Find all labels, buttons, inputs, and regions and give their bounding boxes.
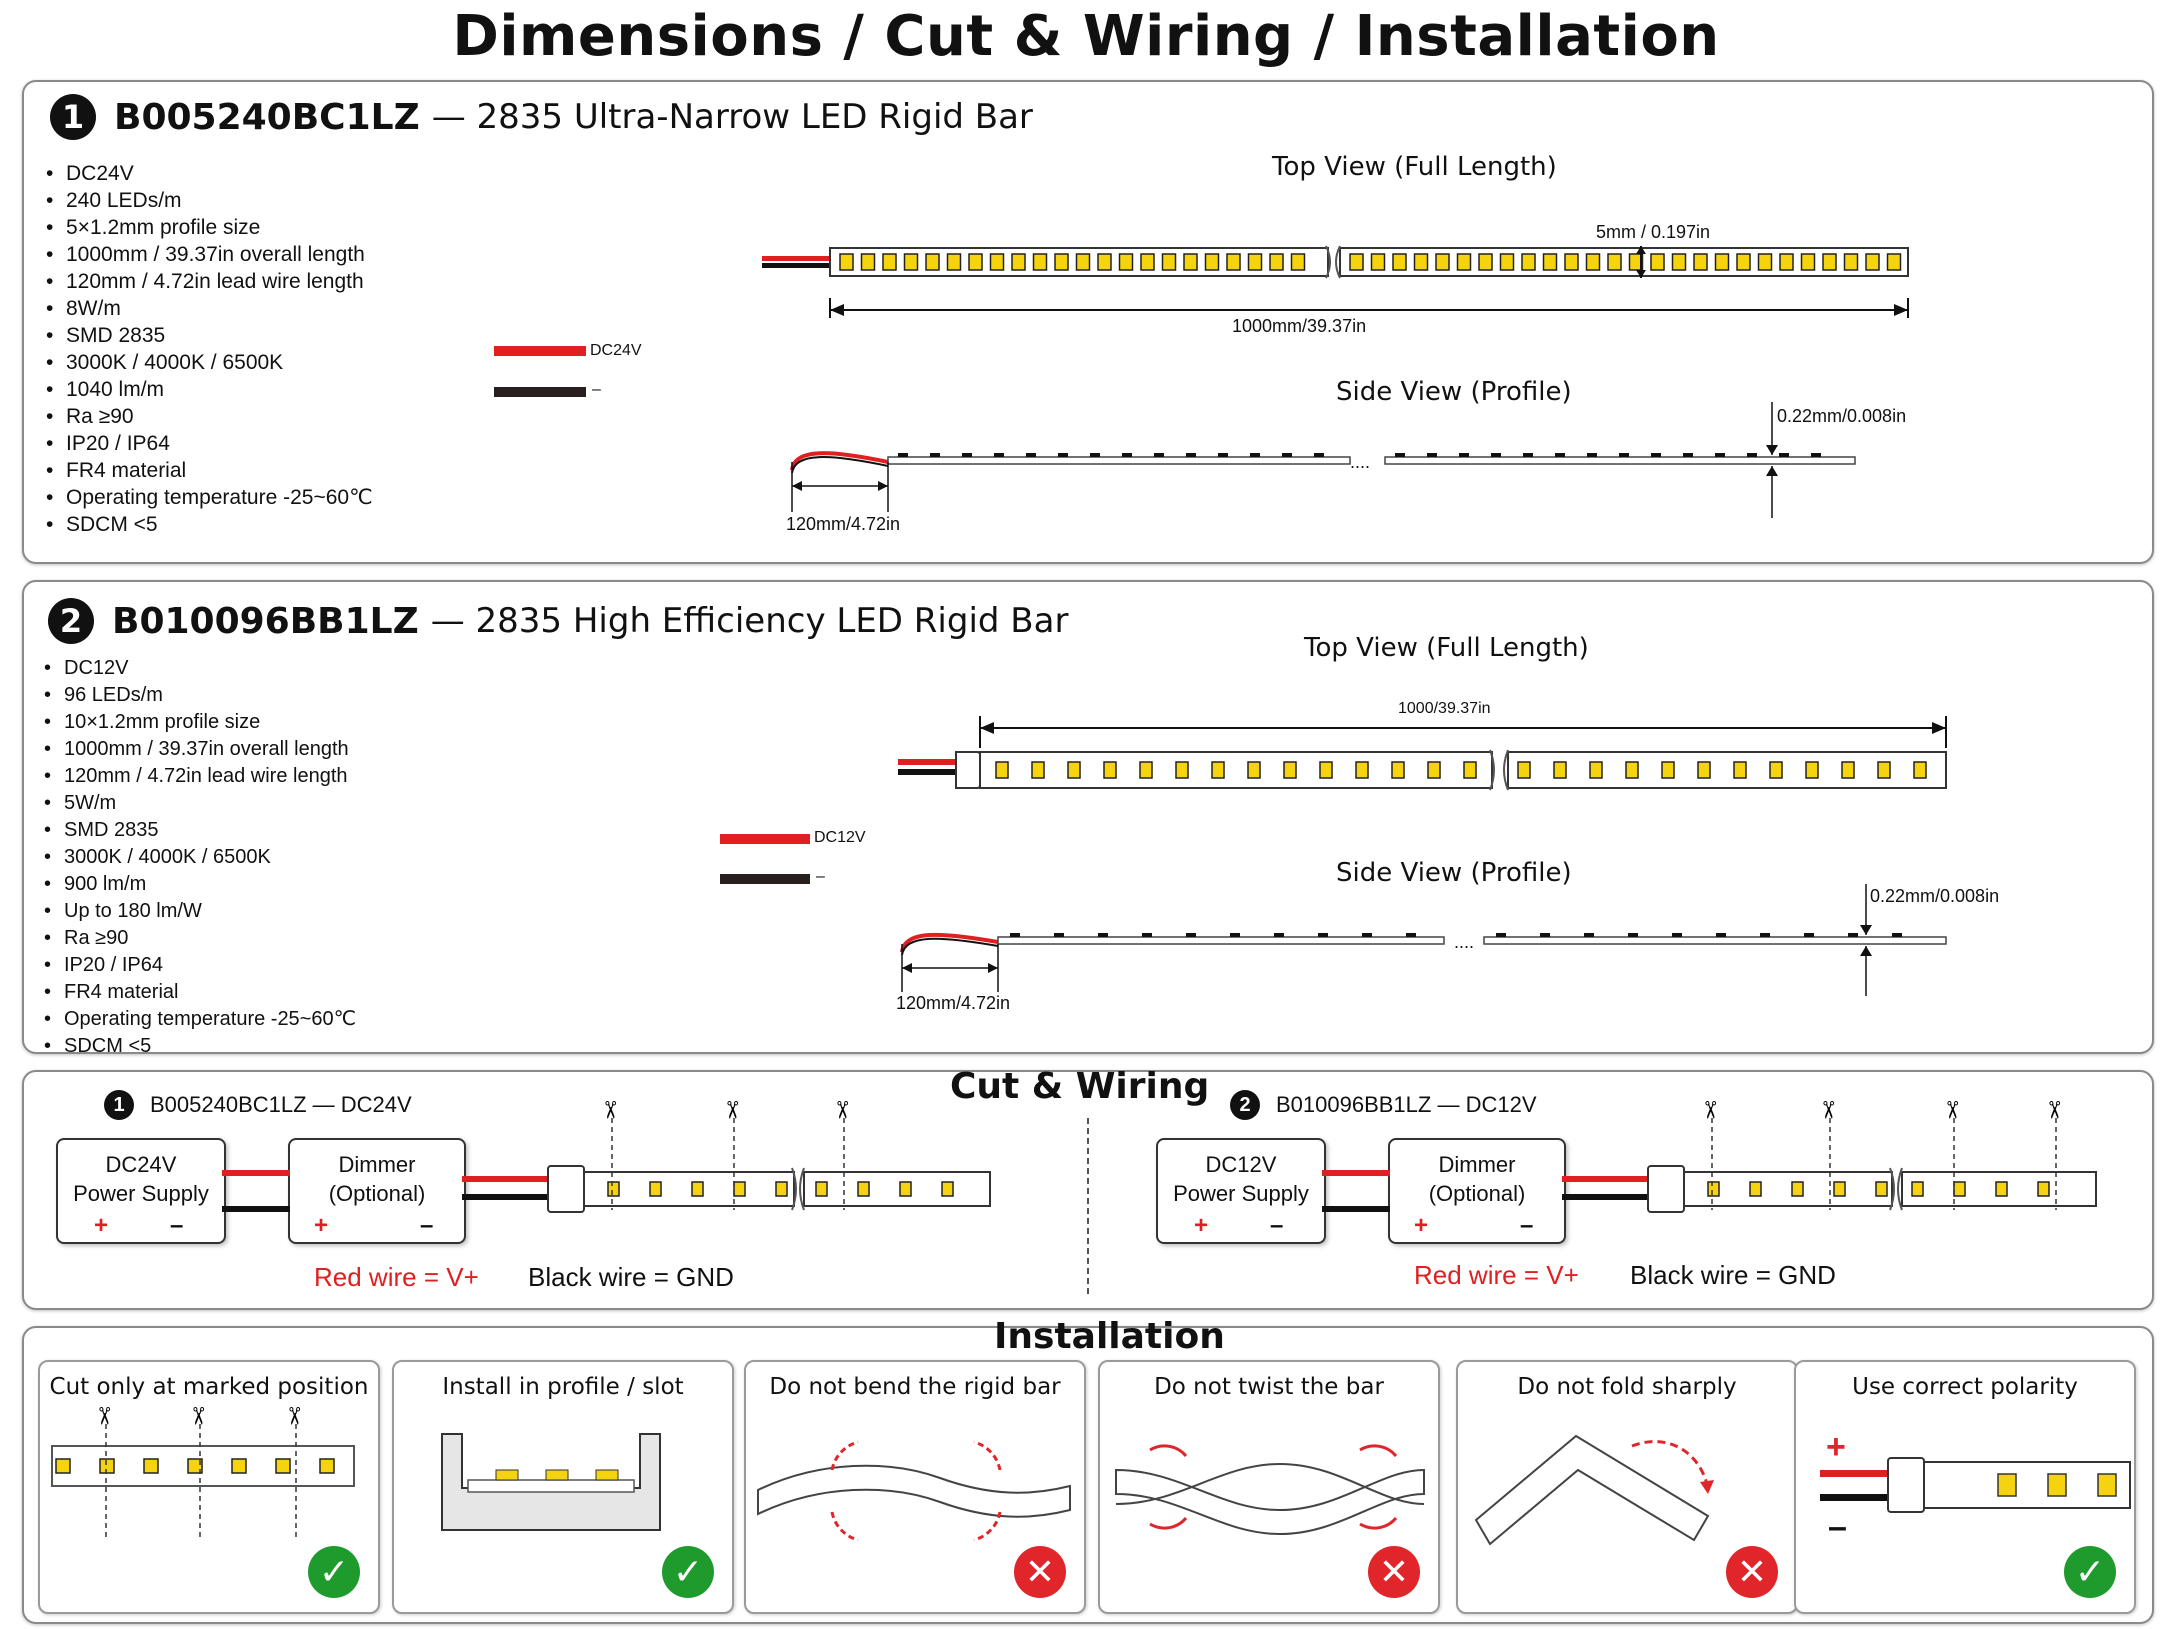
spec-item: • 96 LEDs/m bbox=[38, 682, 356, 709]
fold-illustration bbox=[1476, 1436, 1714, 1544]
product-2-wire-negative: – bbox=[816, 868, 825, 885]
product-1-lead-dim: 120mm/4.72in bbox=[786, 514, 901, 534]
bend-illustration bbox=[758, 1442, 1070, 1540]
check-icon: ✓ bbox=[2064, 1546, 2116, 1598]
product-1-wire-negative: – bbox=[592, 381, 601, 398]
svg-text:+: + bbox=[1826, 1428, 1846, 1466]
install-card-title: Cut only at marked position bbox=[49, 1374, 369, 1400]
dimmer-line2: (Optional) bbox=[328, 1181, 426, 1206]
led-chip bbox=[144, 1459, 158, 1473]
led-chip bbox=[320, 1459, 334, 1473]
spec-item: • SMD 2835 bbox=[40, 322, 373, 349]
cut-wiring-title: Cut & Wiring bbox=[950, 1066, 1210, 1107]
product-1-name: — 2835 Ultra-Narrow LED Rigid Bar bbox=[431, 97, 1033, 137]
spec-item: • 1000mm / 39.37in overall length bbox=[40, 241, 373, 268]
dimmer-line1: Dimmer bbox=[338, 1152, 416, 1177]
dimmer-line1: Dimmer bbox=[1438, 1152, 1516, 1177]
svg-text:–: – bbox=[1828, 1508, 1847, 1546]
product-2-length-dim: 1000/39.37in bbox=[1398, 700, 1491, 717]
spec-item: • 240 LEDs/m bbox=[40, 187, 373, 214]
product-1-number: 1 bbox=[50, 94, 96, 140]
spec-item: • IP20 / IP64 bbox=[40, 430, 373, 457]
plus-terminal: + bbox=[1414, 1212, 1429, 1239]
scissors-icon: ✂ bbox=[280, 1406, 308, 1427]
spec-item: • SDCM <5 bbox=[40, 511, 373, 538]
spec-item: • FR4 material bbox=[38, 979, 356, 1006]
cut-illustration bbox=[52, 1446, 354, 1486]
spec-item: • Ra ≥90 bbox=[38, 925, 356, 952]
check-icon: ✓ bbox=[308, 1546, 360, 1598]
spec-item: • 3000K / 4000K / 6500K bbox=[40, 349, 373, 376]
install-card-title: Do not twist the bar bbox=[1154, 1374, 1384, 1400]
product-2-break-dots: .... bbox=[1454, 932, 1475, 952]
minus-terminal: – bbox=[1520, 1212, 1534, 1239]
cut-wiring-left-label: B005240BC1LZ — DC24V bbox=[150, 1092, 412, 1117]
installation-title: Installation bbox=[994, 1316, 1225, 1357]
spec-item: • 1000mm / 39.37in overall length bbox=[38, 736, 356, 763]
install-card-title: Use correct polarity bbox=[1852, 1374, 2078, 1400]
spec-item: • IP20 / IP64 bbox=[38, 952, 356, 979]
minus-terminal: – bbox=[420, 1212, 434, 1239]
black-wire-note-left: Black wire = GND bbox=[528, 1262, 734, 1292]
red-wire-note-left: Red wire = V+ bbox=[314, 1262, 479, 1292]
minus-terminal: – bbox=[1270, 1212, 1284, 1239]
product-1-top-view-label: Top View (Full Length) bbox=[1272, 152, 1557, 182]
plus-terminal: + bbox=[94, 1212, 109, 1239]
product-1-code: B005240BC1LZ bbox=[114, 96, 420, 138]
product-2-thickness-dim: 0.22mm/0.008in bbox=[1870, 886, 2000, 906]
product-1-width-dim: 5mm / 0.197in bbox=[1596, 222, 1711, 242]
minus-terminal: – bbox=[170, 1212, 184, 1239]
spec-item: • 5W/m bbox=[38, 790, 356, 817]
plus-terminal: + bbox=[314, 1212, 329, 1239]
led-chip bbox=[100, 1459, 114, 1473]
led-chip bbox=[56, 1459, 70, 1473]
spec-item: • 3000K / 4000K / 6500K bbox=[38, 844, 356, 871]
power-supply-line1: DC24V bbox=[105, 1152, 177, 1177]
install-card-title: Do not fold sharply bbox=[1517, 1374, 1737, 1400]
spec-item: • 8W/m bbox=[40, 295, 373, 322]
spec-item: • 10×1.2mm profile size bbox=[38, 709, 356, 736]
power-supply-line2: Power Supply bbox=[1173, 1181, 1309, 1206]
red-wire-note-right: Red wire = V+ bbox=[1414, 1260, 1579, 1290]
product-2-lead-dim: 120mm/4.72in bbox=[896, 993, 1011, 1013]
spec-item: • 120mm / 4.72in lead wire length bbox=[40, 268, 373, 295]
spec-item: • 1040 lm/m bbox=[40, 376, 373, 403]
spec-item: • DC12V bbox=[38, 655, 356, 682]
twist-illustration bbox=[1116, 1446, 1424, 1534]
polarity-illustration bbox=[1820, 1428, 2130, 1546]
scissors-icon: ✂ bbox=[184, 1406, 212, 1427]
product-2-code: B010096BB1LZ bbox=[112, 600, 419, 642]
scissors-icon: ✂ bbox=[1938, 1100, 1966, 1121]
spec-item: • Up to 180 lm/W bbox=[38, 898, 356, 925]
led-chip bbox=[276, 1459, 290, 1473]
scissors-icon: ✂ bbox=[828, 1100, 856, 1121]
cut-wiring-left-number: 1 bbox=[104, 1090, 134, 1120]
page-title: Dimensions / Cut & Wiring / Installation bbox=[452, 4, 1720, 69]
scissors-icon: ✂ bbox=[718, 1100, 746, 1121]
scissors-icon: ✂ bbox=[596, 1100, 624, 1121]
spec-item: • 120mm / 4.72in lead wire length bbox=[38, 763, 356, 790]
spec-item: • FR4 material bbox=[40, 457, 373, 484]
power-supply-line1: DC12V bbox=[1205, 1152, 1277, 1177]
scissors-icon: ✂ bbox=[90, 1406, 118, 1427]
scissors-icon: ✂ bbox=[2040, 1100, 2068, 1121]
cut-wiring-right-number: 2 bbox=[1230, 1090, 1260, 1120]
power-supply-line2: Power Supply bbox=[73, 1181, 209, 1206]
spec-item: • SDCM <5 bbox=[38, 1033, 356, 1060]
product-1-wire-positive: DC24V bbox=[590, 342, 642, 359]
scissors-icon: ✂ bbox=[1696, 1100, 1724, 1121]
product-2-name: — 2835 High Efficiency LED Rigid Bar bbox=[430, 601, 1069, 641]
product-1-break-dots: .... bbox=[1350, 452, 1371, 472]
cross-icon: ✕ bbox=[1368, 1546, 1420, 1598]
product-2-number: 2 bbox=[48, 598, 94, 644]
spec-item: • Ra ≥90 bbox=[40, 403, 373, 430]
profile-illustration bbox=[442, 1434, 660, 1530]
install-card-title: Do not bend the rigid bar bbox=[769, 1374, 1061, 1400]
plus-terminal: + bbox=[1194, 1212, 1209, 1239]
product-2-wire-positive: DC12V bbox=[814, 829, 866, 846]
product-1-thickness-dim: 0.22mm/0.008in bbox=[1777, 406, 1907, 426]
spec-item: • SMD 2835 bbox=[38, 817, 356, 844]
spec-item: • 900 lm/m bbox=[38, 871, 356, 898]
spec-item: • Operating temperature -25~60℃ bbox=[40, 484, 373, 511]
product-1-length-dim: 1000mm/39.37in bbox=[1232, 316, 1367, 336]
spec-item: • Operating temperature -25~60℃ bbox=[38, 1006, 356, 1033]
spec-item: • DC24V bbox=[40, 160, 373, 187]
black-wire-note-right: Black wire = GND bbox=[1630, 1260, 1836, 1290]
check-icon: ✓ bbox=[662, 1546, 714, 1598]
scissors-icon: ✂ bbox=[1814, 1100, 1842, 1121]
product-1-side-view-label: Side View (Profile) bbox=[1336, 377, 1572, 407]
product-2-side-view-label: Side View (Profile) bbox=[1336, 858, 1572, 888]
led-chip bbox=[232, 1459, 246, 1473]
cross-icon: ✕ bbox=[1726, 1546, 1778, 1598]
spec-item: • 5×1.2mm profile size bbox=[40, 214, 373, 241]
cross-icon: ✕ bbox=[1014, 1546, 1066, 1598]
install-card-title: Install in profile / slot bbox=[442, 1374, 684, 1400]
product-2-top-view-label: Top View (Full Length) bbox=[1304, 633, 1589, 663]
dimmer-line2: (Optional) bbox=[1428, 1181, 1526, 1206]
cut-wiring-right-label: B010096BB1LZ — DC12V bbox=[1276, 1092, 1537, 1117]
